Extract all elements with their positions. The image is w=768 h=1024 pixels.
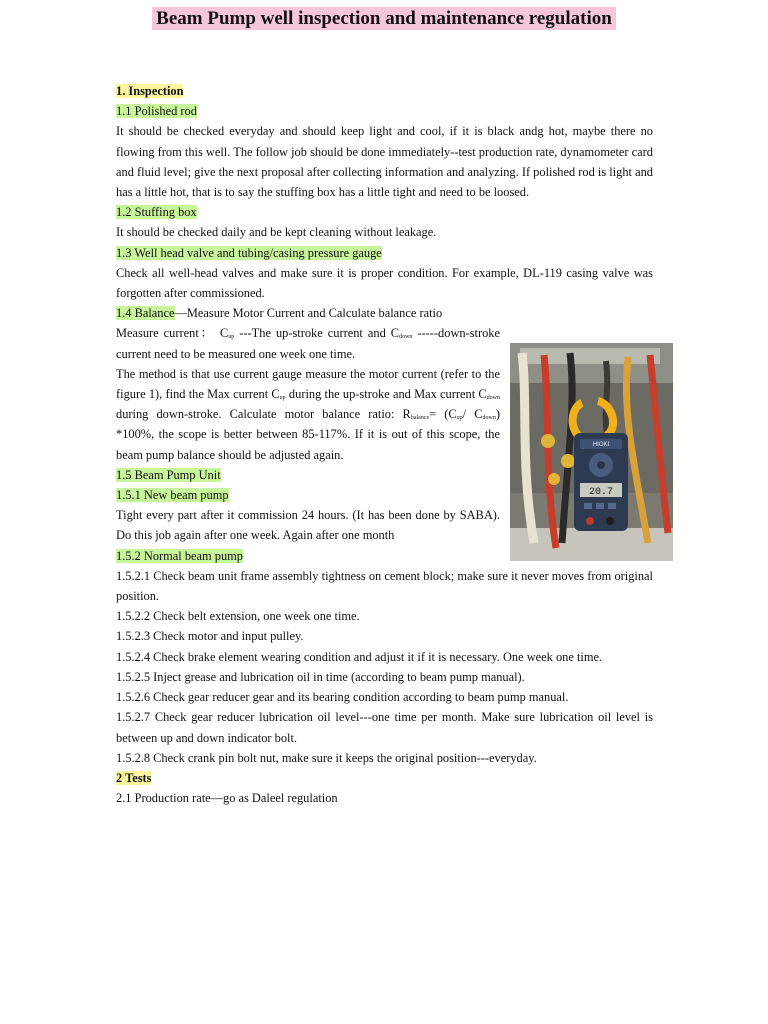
paragraph-1-2: It should be checked daily and be kept cleaning without leakage. bbox=[116, 225, 437, 240]
list-item: 1.5.2.3 Check motor and input pulley. bbox=[116, 629, 304, 644]
heading-1-4-rest: —Measure Motor Current and Calculate balance ratio bbox=[174, 306, 443, 321]
paragraph-1-4-measure: Measure current： $C_{up}$ ---The up-stroke current and $C_{down}$ -----down-stroke current need to be measured one week one time. bbox=[116, 326, 500, 361]
photo-illustration bbox=[510, 343, 673, 561]
meter-reading: 20.7 bbox=[588, 487, 614, 498]
list-item: 1.5.2.4 Check brake element wearing condition and adjust it if it is necessary. One week one time. bbox=[116, 649, 603, 664]
heading-1-4-line bbox=[116, 303, 653, 323]
heading-1-5: 1.5 Beam Pump Unit bbox=[116, 467, 221, 482]
list-item: 1.5.2.6 Check gear reducer gear and its bearing condition according to beam pump manual. bbox=[116, 690, 569, 705]
section-1-heading: 1. Inspection bbox=[116, 84, 184, 98]
paragraph-1-1: It should be checked everyday and should keep light and cool, if it is black andg hot, maybe there no flowing from this well. The follow job should be done immediately--test production rate, dynamometer card and fluid level; give the next proposal after collecting information and analyzing. If polished rod is light and has a little hot, that is to say the stuffing box has a little tight and need to be loosed. bbox=[116, 124, 653, 200]
heading-1-4: 1.4 Balance bbox=[116, 306, 175, 321]
list-item: 1.5.2.5 Inject grease and lubrication oil in time (according to beam pump manual). bbox=[116, 669, 525, 684]
paragraph-1-4-method: The method is that use current gauge measure the motor current (refer to the figure 1), find the Max current $C_{up}$ during the up-stroke and Max current $C_{down}$ during down-stroke. Calculate motor balance ratio: $R_{balance}= (C_{up}/$ $C_{down}$) *100%, the scope is better between 85-117%. If it is out of this scope, the beam pump balance should be adjusted again. bbox=[116, 366, 501, 462]
heading-1-5-2: 1.5.2 Normal beam pump bbox=[116, 548, 243, 563]
paragraph-2-1: 2.1 Production rate—go as Daleel regulation bbox=[116, 791, 338, 806]
title-text: Beam Pump well inspection and maintenance regulation bbox=[152, 7, 616, 30]
list-item: 1.5.2.2 Check belt extension, one week one time. bbox=[116, 609, 360, 624]
document-title bbox=[0, 8, 768, 30]
meter-brand: HIOKI bbox=[592, 442, 610, 448]
paragraph-1-3: Check all well-head valves and make sure it is proper condition. For example, DL-119 casing valve was forgotten after commissioned. bbox=[116, 265, 653, 301]
paragraph-1-5-1: Tight every part after it commission 24 hours. (It has been done by SABA). Do this job again after one week. Again after one month bbox=[116, 508, 500, 543]
heading-1-2: 1.2 Stuffing box bbox=[116, 205, 197, 220]
heading-1-5-1: 1.5.1 New beam pump bbox=[116, 488, 229, 503]
heading-1-1: 1.1 Polished rod bbox=[116, 104, 197, 119]
list-item: 1.5.2.8 Check crank pin bolt nut, make sure it keeps the original position---everyday. bbox=[116, 750, 537, 765]
list-item: 1.5.2.1 Check beam unit frame assembly tightness on cement block; make sure it never moves from original position. bbox=[116, 568, 653, 604]
list-item: 1.5.2.7 Check gear reducer lubrication oil level---one time per month. Make sure lubrication oil level is between up and down indicator bolt. bbox=[116, 710, 653, 745]
section-2-heading: 2 Tests bbox=[116, 770, 152, 785]
heading-1-3: 1.3 Well head valve and tubing/casing pressure gauge bbox=[116, 245, 382, 260]
clamp-meter-photo bbox=[510, 343, 673, 561]
